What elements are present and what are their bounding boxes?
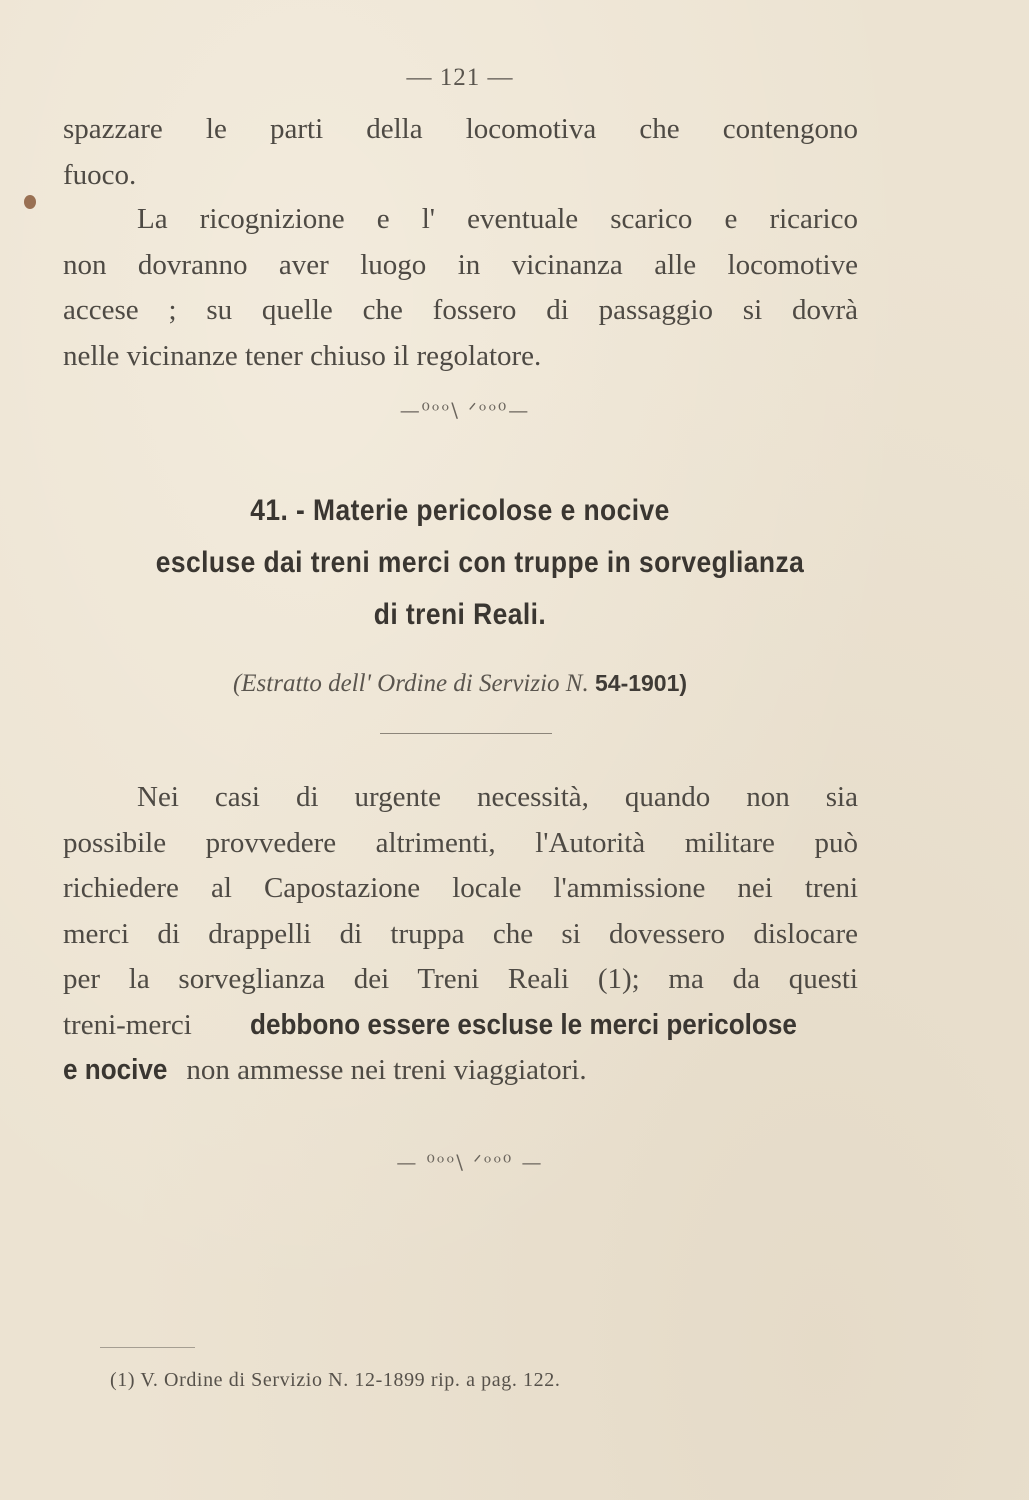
text-line: non dovranno aver luogo in vicinanza alle locomotive xyxy=(63,248,858,281)
text-line: Nei casi di urgente necessità, quando non sia xyxy=(137,781,858,813)
text-line: La ricognizione e l' eventuale scarico e ricarico xyxy=(137,203,858,235)
paragraph-urgent-cases xyxy=(63,775,858,1094)
page-number: — 121 — xyxy=(406,64,514,91)
text-line: merci di drappelli di truppa che si dovessero dislocare xyxy=(63,917,858,950)
text-line xyxy=(63,1048,858,1094)
paragraph-continuation xyxy=(63,107,858,198)
text-line: possibile provvedere altrimenti, l'Autorità militare può xyxy=(63,826,858,859)
ornament-divider: — ⁰ᵒᵒ\ ᐟᵒᵒ⁰ — xyxy=(396,1150,544,1174)
text-line: accese ; su quelle che fossero di passaggio si dovrà xyxy=(63,294,858,326)
footnote-rule xyxy=(100,1347,195,1348)
text-fragment: treni-merci xyxy=(63,1008,192,1041)
emphasis-text: debbono essere escluse le merci pericolose xyxy=(250,1008,798,1041)
section-heading: 41. - Materie pericolose e nocive xyxy=(250,494,670,527)
text-line xyxy=(63,1003,858,1049)
text-line: per la sorveglianza dei Treni Reali (1); ma da questi xyxy=(63,963,858,995)
ornament-divider: —⁰ᵒᵒ\ ᐟᵒᵒ⁰— xyxy=(399,398,531,422)
ink-spot xyxy=(24,195,36,209)
source-citation xyxy=(0,670,920,698)
section-heading: escluse dai treni merci con truppe in sorveglianza xyxy=(155,546,805,579)
text-line: nelle vicinanze tener chiuso il regolatore. xyxy=(63,339,542,372)
divider-rule xyxy=(380,733,552,734)
paragraph-inspection xyxy=(63,197,858,379)
text-line: fuoco. xyxy=(63,158,137,191)
emphasis-text: e nocive xyxy=(63,1054,168,1086)
text-fragment: non ammesse nei treni viaggiatori. xyxy=(186,1054,587,1086)
text-line: richiedere al Capostazione locale l'ammissione nei treni xyxy=(63,872,858,904)
citation-number: 54-1901) xyxy=(594,670,688,696)
text-line: spazzare le parti della locomotiva che contengono xyxy=(63,113,858,145)
citation-text: (Estratto dell' Ordine di Servizio N. xyxy=(232,670,589,697)
section-heading: di treni Reali. xyxy=(373,598,547,631)
footnote: (1) V. Ordine di Servizio N. 12-1899 rip. a pag. 122. xyxy=(110,1369,561,1391)
